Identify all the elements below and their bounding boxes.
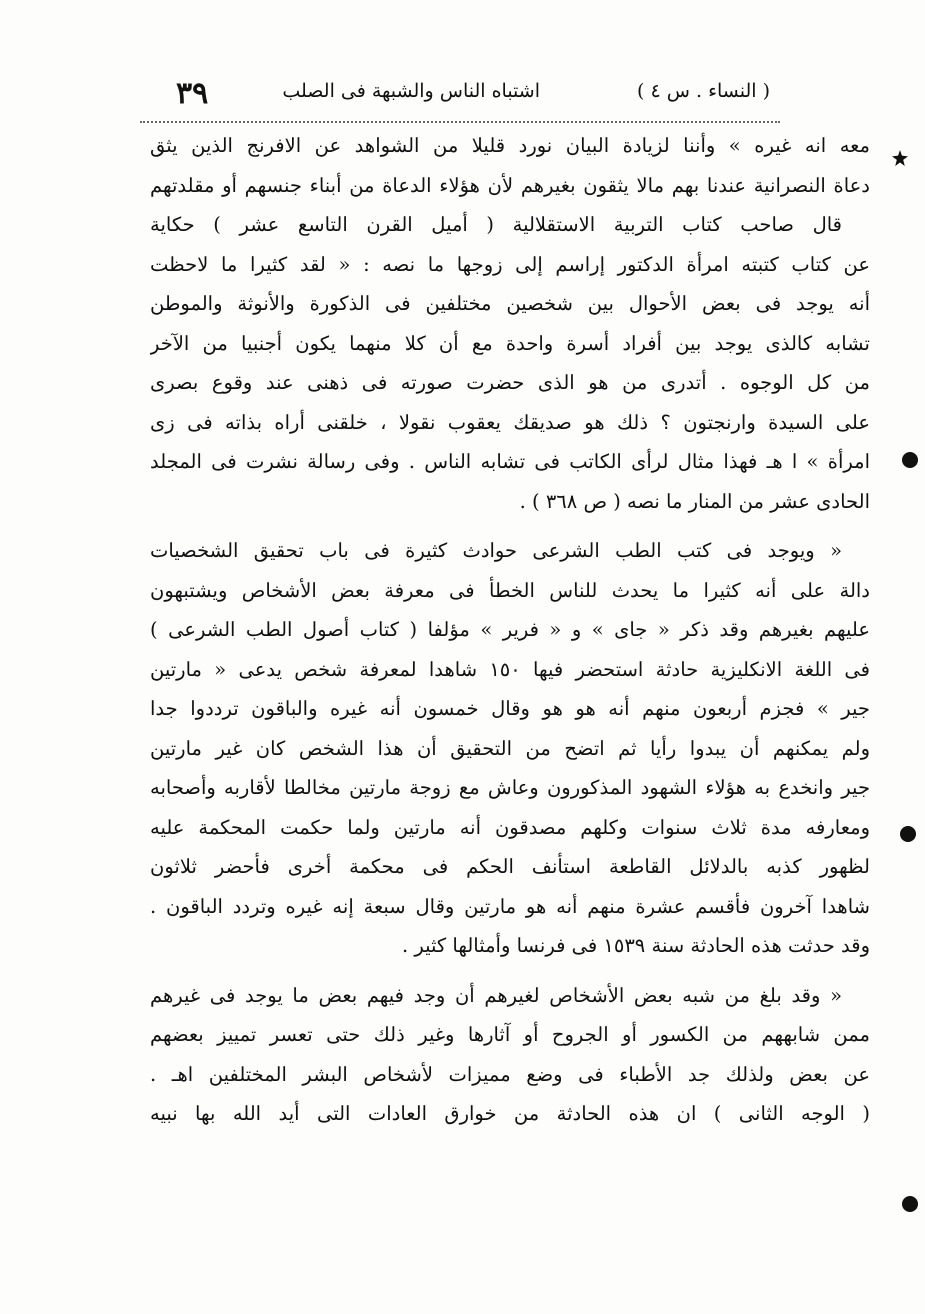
text-line: لظهور كذبه بالدلائل القاطعة استأنف الحكم فى محكمة أخرى فأحضر ثلاثون: [150, 855, 870, 878]
text-line: ممن شابههم من الكسور أو الجروح أو آثارها وغير ذلك حتى تعسر تمييز بعضهم: [150, 1023, 870, 1046]
text-line: ولم يمكنهم أن يبدوا رأيا ثم اتضح من التحقيق أن هذا الشخص كان غير مارتين: [150, 736, 870, 760]
text-line: جير وانخدع به هؤلاء الشهود المذكورون وعاش مع زوجة مارتين مخالطا لأقاربه وأصحابه: [150, 776, 870, 799]
text-line: وقد حدثت هذه الحادثة سنة ١٥٣٩ فى فرنسا وأمثالها كثير .: [401, 934, 870, 957]
text-line: قال صاحب كتاب التربية الاستقلالية ( أميل القرن التاسع عشر ) حكاية: [150, 213, 842, 236]
text-line: دالة على أنه كثيرا ما يحدث للناس الخطأ فى معرفة بعض الأشخاص ويشتبهون: [150, 578, 870, 602]
page-number: ٣٩: [176, 76, 209, 111]
text-line: عليهم بغيرهم وقد ذكر « جاى » و « فرير » مؤلفا ( كتاب أصول الطب الشرعى ): [150, 618, 870, 641]
text-line: جير » فجزم أربعون منهم أنه هو هو وقال خمسون أنه غيره والباقون ترددوا جدا: [150, 697, 870, 720]
page-body-text: [150, 126, 870, 1134]
text-line: أنه يوجد فى بعض الأحوال بين شخصين مختلفين فى الذكورة والأنوثة والموطن: [150, 292, 870, 315]
margin-mark-icon: [900, 826, 916, 842]
margin-mark-icon: [902, 1196, 918, 1212]
text-line: عن بعض ولذلك جد الأطباء فى وضع مميزات لأشخاص البشر المختلفين اهـ .: [150, 1062, 870, 1086]
text-line: امرأة » ا هـ فهذا مثال لرأى الكاتب فى تشابه الناس . وفى رسالة نشرت فى المجلد: [150, 450, 870, 473]
text-line: « ويوجد فى كتب الطب الشرعى حوادث كثيرة فى باب تحقيق الشخصيات: [150, 539, 842, 562]
text-line: على السيدة وارنجتون ؟ ذلك هو صديقك يعقوب نقولا ، خلقنى أراه بذاته فى زى: [150, 410, 870, 434]
text-line: « وقد بلغ من شبه بعض الأشخاص لغيرهم أن وجد فيهم بعض ما يوجد فى غيرهم: [150, 983, 842, 1007]
running-header: [150, 76, 770, 116]
text-line: شاهدا آخرون فأقسم عشرة منهم أنه هو مارتين وقال سبعة إنه غيره وتردد الباقون .: [150, 894, 870, 918]
text-line: تشابه كالذى يوجد بين أفراد أسرة واحدة مع أن كلا منهما يكون أجنبيا من الآخر: [150, 331, 870, 355]
text-line: دعاة النصرانية عندنا بهم مالا يثقون بغيرهم لأن هؤلاء الدعاة من أبناء جنسهم أو مقلدتهم: [150, 173, 870, 197]
text-line: الحادى عشر من المنار ما نصه ( ص ٣٦٨ ) .: [519, 489, 870, 513]
margin-mark-icon: [902, 452, 918, 468]
header-rule: [140, 121, 780, 123]
text-line: معه انه غيره » وأننا لزيادة البيان نورد قليلا من الشواهد عن الافرنج الذين يثق: [150, 134, 870, 157]
text-line: فى اللغة الانكليزية حادثة استحضر فيها ١٥٠ شاهدا لمعرفة شخص يدعى « مارتين: [150, 657, 870, 681]
margin-mark-icon: [892, 150, 908, 166]
text-line: ومعارفه مدة ثلاث سنوات وكلهم مصدقون أنه مارتين ولما حكمت المحكمة عليه: [150, 815, 870, 839]
text-line: عن كتاب كتبته امرأة الدكتور إراسم إلى زوجها ما نصه : « لقد كثيرا ما لاحظت: [150, 252, 870, 276]
text-line: ( الوجه الثانى ) ان هذه الحادثة من خوارق العادات التى أيد الله بها نبيه: [150, 1102, 870, 1125]
running-title: اشتباه الناس والشبهة فى الصلب: [282, 80, 540, 102]
text-line: من كل الوجوه . أتدرى من هو الذى حضرت صورته فى ذهنى عند وقوع بصرى: [150, 371, 870, 394]
section-reference: ( النساء . س ٤ ): [637, 80, 770, 102]
